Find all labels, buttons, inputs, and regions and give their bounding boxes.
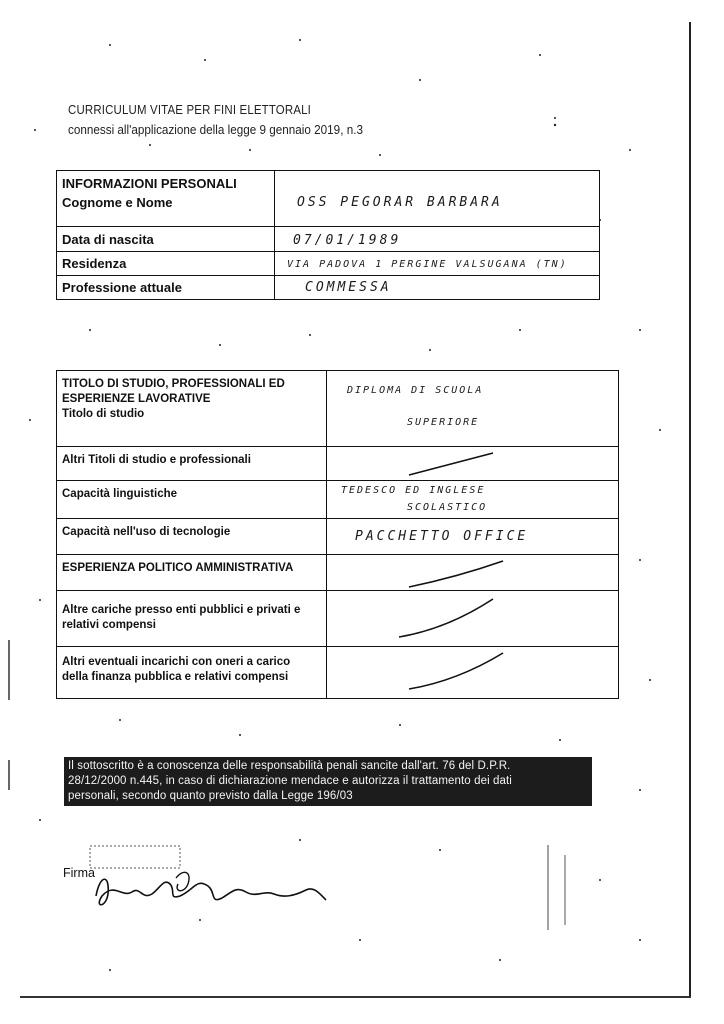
degree-value: DIPLOMA DI SCUOLA — [347, 385, 484, 396]
name-value-cell — [275, 171, 600, 227]
other-roles-label-2: della finanza pubblica e relativi compensi — [62, 671, 289, 683]
personal-info-table — [56, 170, 600, 300]
table-row — [57, 647, 619, 699]
degree-label: Titolo di studio — [62, 408, 145, 420]
table-row — [57, 481, 619, 519]
languages-label: Capacità linguistiche — [62, 488, 178, 500]
name-value: OSS PEGORAR BARBARA — [297, 195, 503, 210]
document-subtitle: connessi all'applicazione della legge 9 gennaio 2019, n.3 — [68, 122, 363, 137]
residence-value: VIA PADOVA 1 PERGINE VALSUGANA (TN) — [287, 259, 568, 270]
table-row — [57, 519, 619, 555]
table-row — [57, 252, 600, 276]
declaration-line-3: personali, secondo quanto previsto dalla Legge 196/03 — [68, 790, 353, 802]
document-title: CURRICULUM VITAE PER FINI ELETTORALI — [68, 102, 312, 117]
job-label: Professione attuale — [62, 280, 182, 295]
table-row — [57, 276, 600, 300]
tech-label: Capacità nell'uso di tecnologie — [62, 526, 231, 538]
table-row — [57, 555, 619, 591]
table-row — [57, 227, 600, 252]
degree-value-2: SUPERIORE — [407, 417, 480, 428]
declaration-text — [64, 757, 592, 806]
residence-label: Residenza — [62, 256, 127, 271]
blank-slash-mark — [407, 559, 507, 589]
languages-value: TEDESCO ED INGLESE — [341, 485, 486, 496]
section-label: INFORMAZIONI PERSONALI — [62, 176, 237, 191]
table-row — [57, 171, 600, 227]
studies-section-label: TITOLO DI STUDIO, PROFESSIONALI ED — [62, 378, 285, 390]
offices-label-2: relativi compensi — [62, 619, 156, 631]
table-row — [57, 447, 619, 481]
studies-table — [56, 370, 619, 699]
table-row — [57, 591, 619, 647]
name-label-cell — [57, 171, 275, 227]
page-border-bottom — [20, 996, 691, 998]
handwritten-signature — [80, 838, 340, 918]
table-row — [57, 371, 619, 447]
document-header — [68, 100, 396, 140]
name-label: Cognome e Nome — [62, 195, 173, 210]
offices-label: Altre cariche presso enti pubblici e privati e — [62, 604, 301, 616]
tech-value: PACCHETTO OFFICE — [355, 529, 529, 544]
languages-value-2: SCOLASTICO — [407, 502, 488, 513]
declaration-line-1: Il sottoscritto è a conoscenza delle responsabilità penali sancite dall'art. 76 del D.P.R. — [68, 760, 511, 772]
blank-slash-mark — [407, 451, 497, 477]
birth-label: Data di nascita — [62, 232, 154, 247]
birth-value: 07/01/1989 — [293, 233, 402, 248]
political-label: ESPERIENZA POLITICO AMMINISTRATIVA — [62, 562, 294, 574]
signature-label: Firma — [63, 866, 95, 880]
studies-section-label-2: ESPERIENZE LAVORATIVE — [62, 393, 211, 405]
blank-slash-mark — [407, 651, 507, 693]
job-value: COMMESSA — [305, 280, 392, 295]
declaration-line-2: 28/12/2000 n.445, in caso di dichiarazione mendace e autorizza il trattamento dei dati — [68, 775, 512, 787]
other-titles-label: Altri Titoli di studio e professionali — [62, 454, 251, 466]
page-border-right — [689, 22, 691, 997]
other-roles-label: Altri eventuali incarichi con oneri a carico — [62, 656, 291, 668]
blank-slash-mark — [397, 597, 497, 641]
